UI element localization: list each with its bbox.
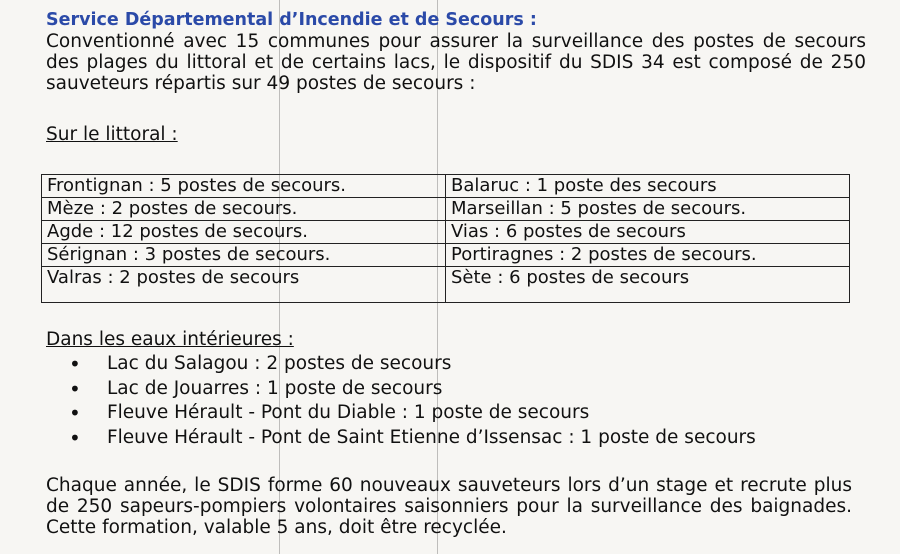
littoral-table — [41, 174, 850, 303]
littoral-heading: Sur le littoral : — [46, 124, 178, 145]
table-cell: Frontignan : 5 postes de secours. — [42, 175, 446, 198]
bullet-icon: • — [69, 376, 81, 401]
table-cell: Vias : 6 postes de secours — [446, 221, 850, 244]
interior-list — [46, 352, 756, 450]
table-cell: Marseillan : 5 postes de secours. — [446, 198, 850, 221]
list-item — [46, 426, 756, 451]
table-cell: Sérignan : 3 postes de secours. — [42, 244, 446, 267]
table-row — [42, 198, 850, 221]
interior-heading: Dans les eaux intérieures : — [46, 329, 294, 350]
table-row — [42, 244, 850, 267]
bullet-icon: • — [69, 425, 81, 450]
list-item-label: Fleuve Hérault - Pont du Diable : 1 poste de secours — [107, 402, 590, 423]
list-item-label: Lac de Jouarres : 1 poste de secours — [107, 377, 443, 399]
list-item — [46, 352, 756, 377]
closing-paragraph: Chaque année, le SDIS forme 60 nouveaux sauveteurs lors d’un stage et recrute plus de 250 sapeurs-pompiers volontaires saisonniers pour la surveillance des baignades. Cette formation, valable 5 ans, doit être recyclée. — [46, 475, 852, 538]
table-row — [42, 221, 850, 244]
table-cell: Sète : 6 postes de secours — [446, 267, 850, 303]
table-cell: Portiragnes : 2 postes de secours. — [446, 244, 850, 267]
bullet-icon: • — [69, 352, 81, 376]
document-page — [46, 9, 866, 538]
list-item-label: Lac du Salagou : 2 postes de secours — [107, 353, 452, 374]
list-item — [46, 377, 756, 402]
table-cell: Mèze : 2 postes de secours. — [42, 198, 446, 221]
bullet-icon: • — [69, 401, 81, 425]
list-item-label: Fleuve Hérault - Pont de Saint Etienne d’Issensac : 1 poste de secours — [107, 426, 756, 448]
table-row — [42, 267, 850, 303]
table-cell: Valras : 2 postes de secours — [42, 267, 446, 303]
table-cell: Agde : 12 postes de secours. — [42, 221, 446, 244]
intro-paragraph: Conventionné avec 15 communes pour assurer la surveillance des postes de secours des plages du littoral et de certains lacs, le dispositif du SDIS 34 est composé de 250 sauveteurs répartis sur 49 postes de secours : — [46, 31, 866, 94]
list-item — [46, 401, 756, 426]
section-title: Service Départemental d’Incendie et de Secours : — [46, 10, 537, 30]
table-row — [42, 175, 850, 198]
table-cell: Balaruc : 1 poste des secours — [446, 175, 850, 198]
